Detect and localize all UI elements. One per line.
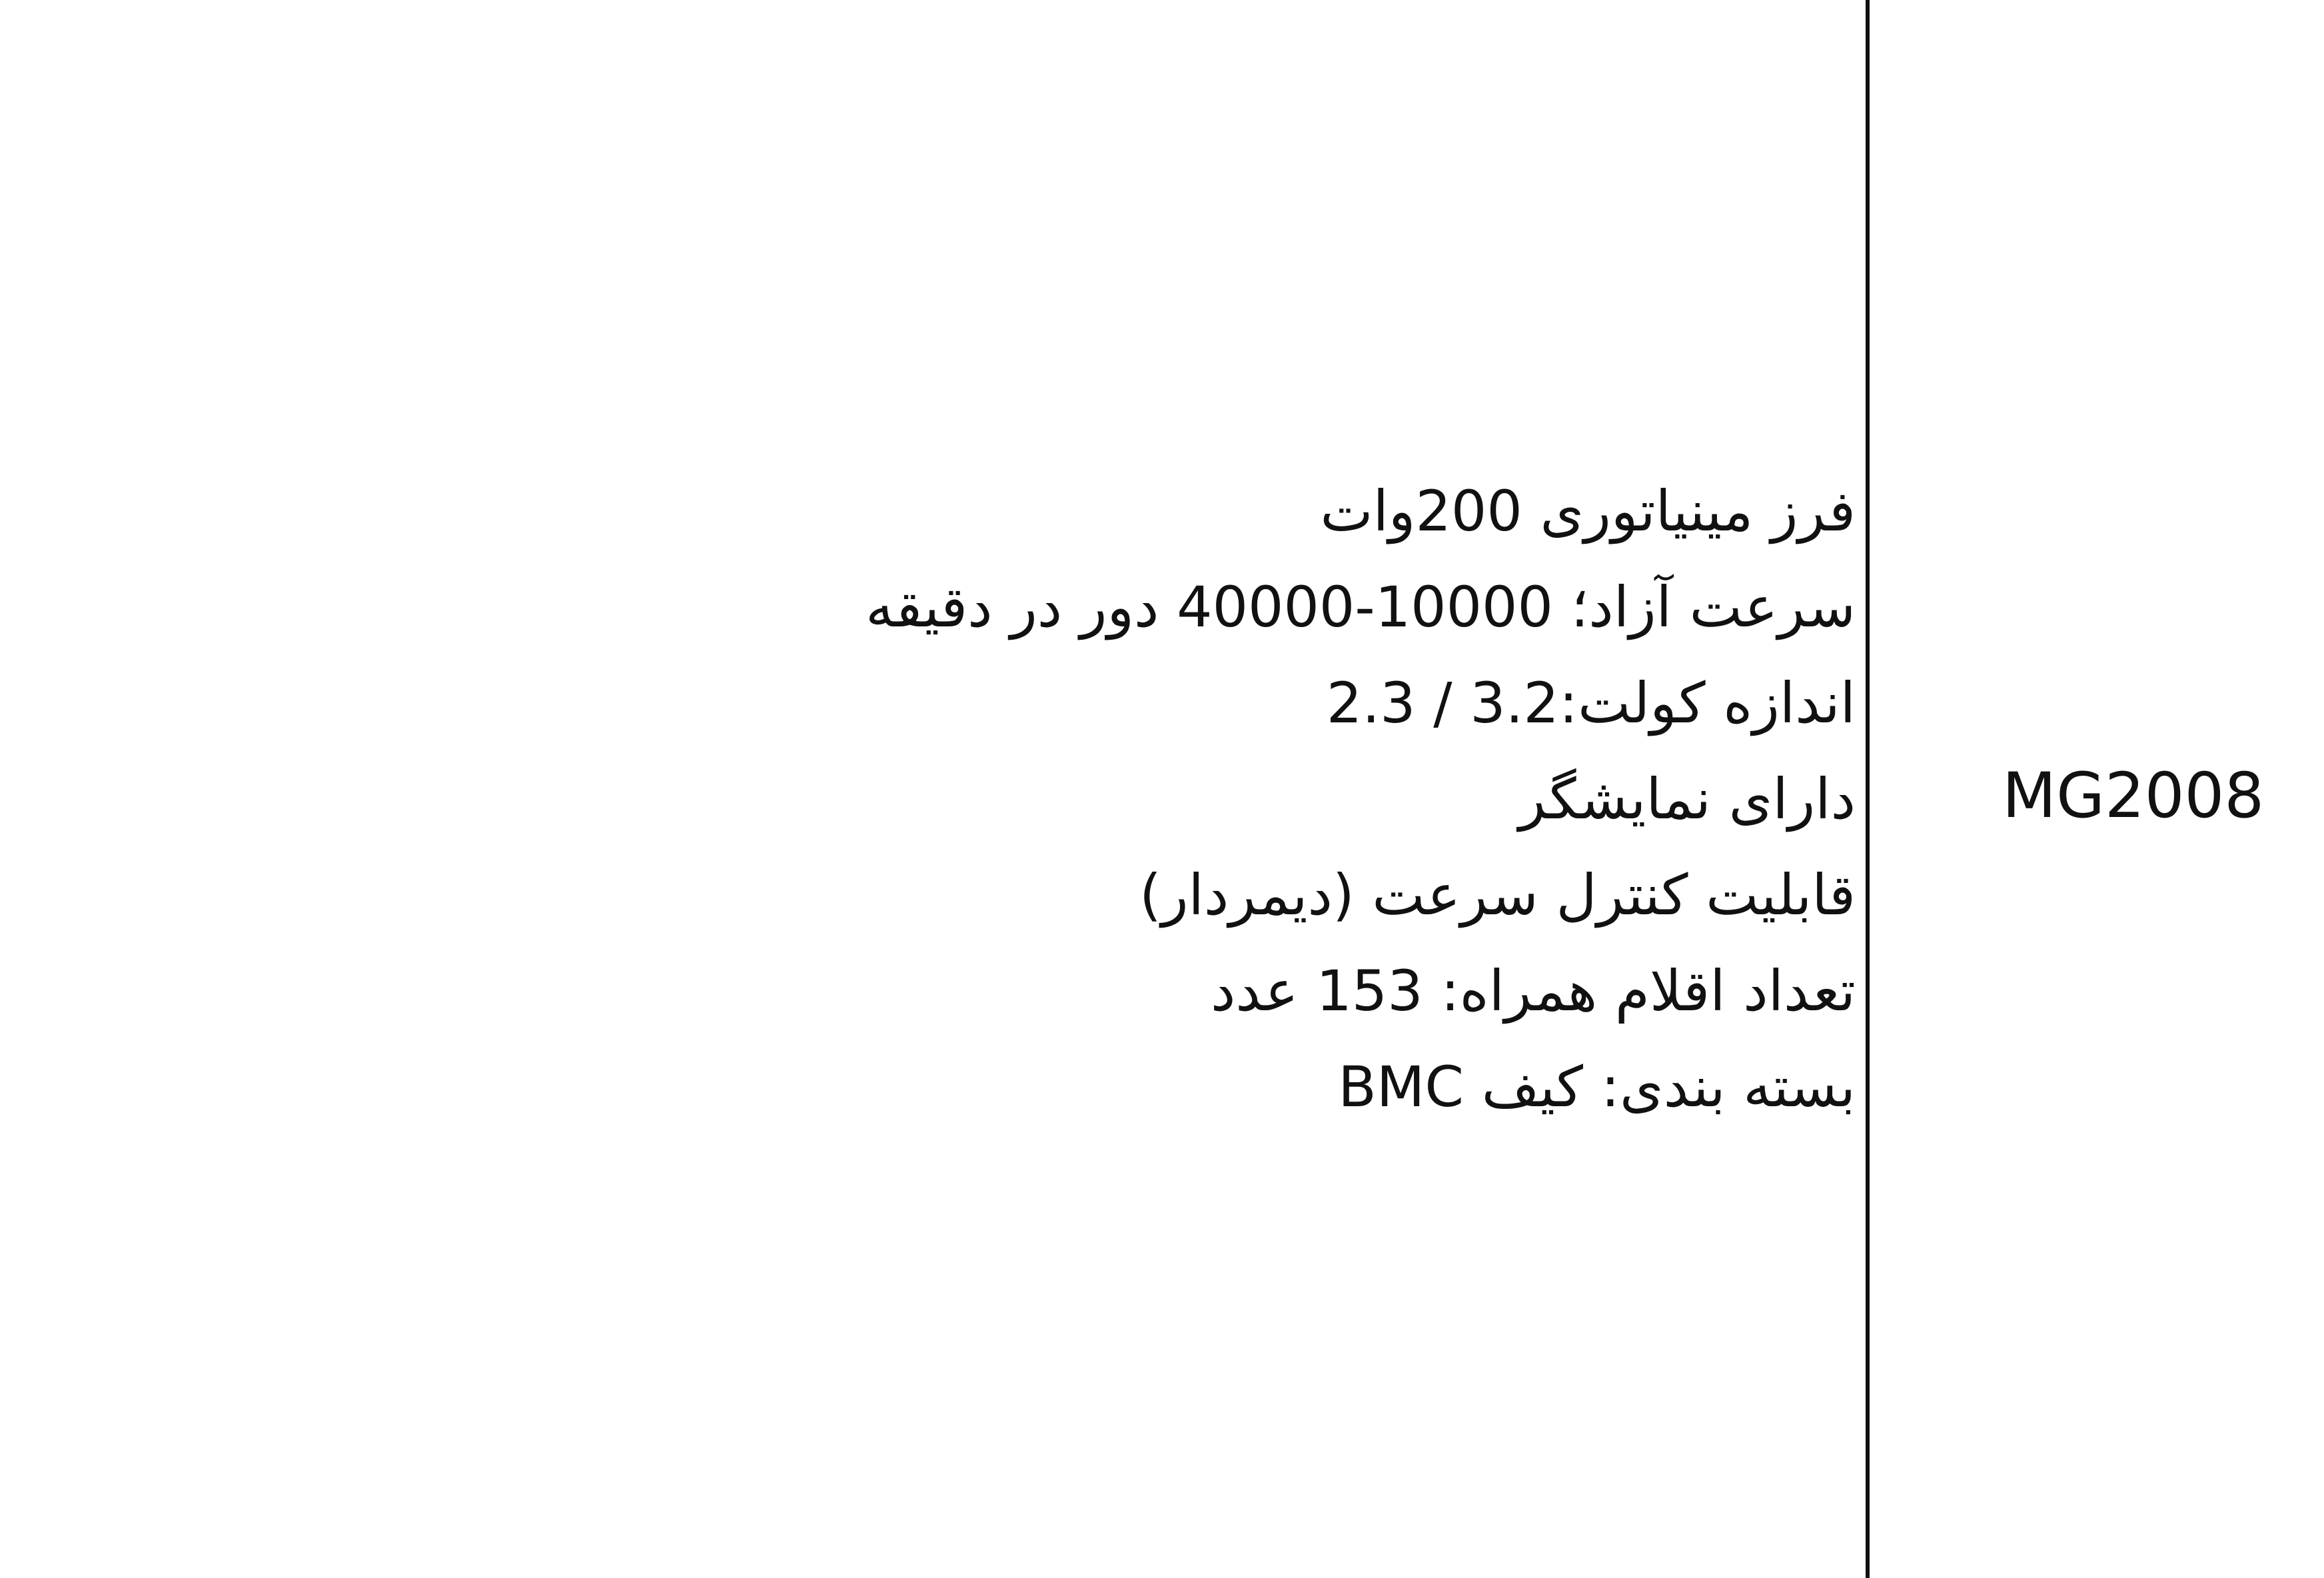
spec-line-power: فرز مینیاتوری 200وات [1320, 478, 1856, 544]
spec-line-accessories-count: تعداد اقلام همراه: 153 عدد [1211, 958, 1856, 1024]
spec-line-speed-control: قابلیت کنترل سرعت (دیمردار) [1139, 862, 1856, 928]
spec-line-free-speed: سرعت آزاد؛ 10000-40000 دور در دقیقه [866, 574, 1856, 640]
spec-line-packaging: بسته بندی: کیف BMC [1338, 1054, 1856, 1120]
spec-line-display: دارای نمایشگر [1518, 766, 1856, 832]
model-code: MG2008 [2002, 760, 2265, 832]
spec-list [723, 463, 1856, 1135]
vertical-divider [1866, 0, 1870, 1578]
spec-line-collet-size: اندازه کولت:3.2 / 2.3 [1326, 670, 1856, 736]
